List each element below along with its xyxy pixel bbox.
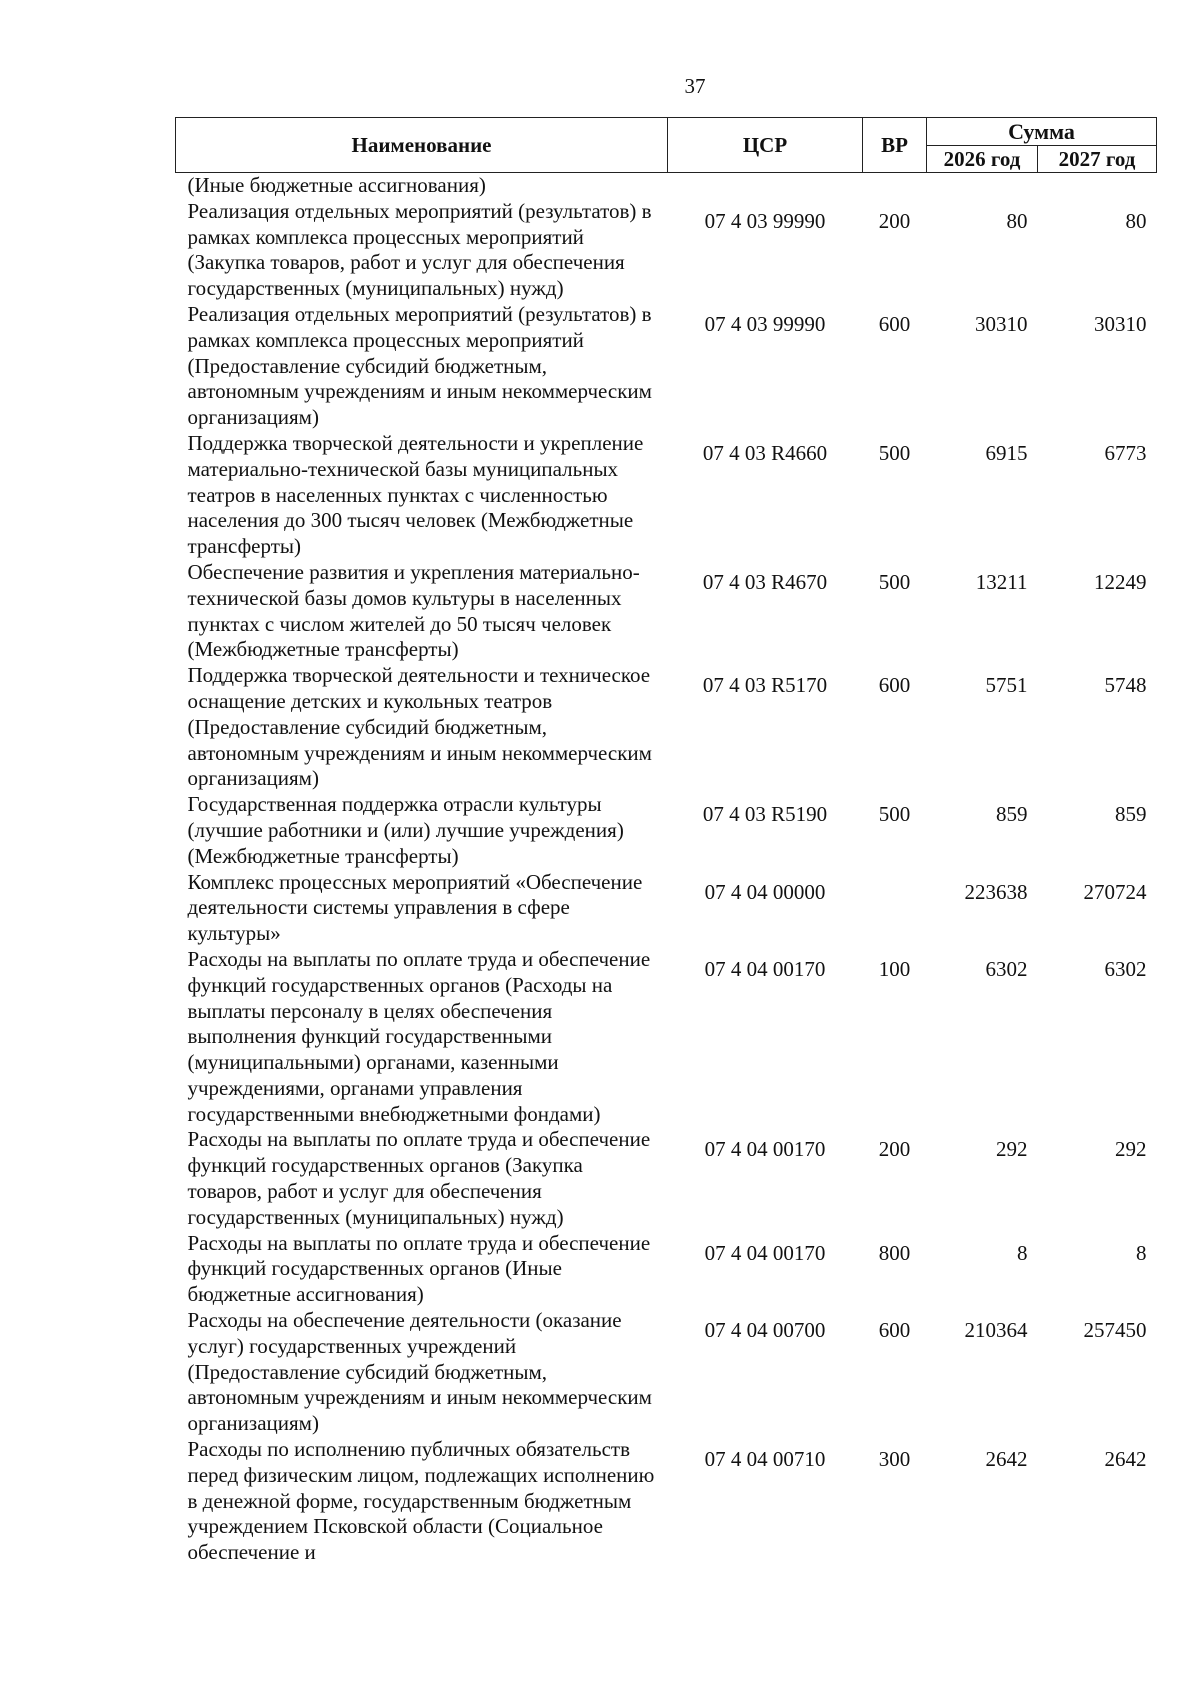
row-amount-2027: 6773 (1104, 440, 1147, 465)
row-amount-2026: 292 (996, 1137, 1028, 1162)
table-row (176, 663, 1157, 792)
row-name: Расходы на обеспечение деятельности (оказание услуг) государственных учреждений (Предоставление субсидий бюджетным, автономным учреждениям и иным некоммерческим организациям) (187, 1308, 652, 1436)
row-amount-2026: 2642 (985, 1447, 1028, 1472)
row-amount-2027: 292 (1115, 1137, 1147, 1162)
row-amount-2027: 270724 (1083, 879, 1147, 904)
row-vr: 200 (878, 208, 911, 233)
row-name: Реализация отдельных мероприятий (результатов) в рамках комплекса процессных мероприятий (Закупка товаров, работ и услуг для обеспечения государственных (муниципальных) нужд) (187, 198, 652, 301)
row-csr: 07 4 03 R4660 (702, 440, 828, 465)
row-csr: 07 4 03 99990 (704, 208, 826, 233)
row-csr: 07 4 04 00700 (704, 1318, 826, 1343)
table-row (176, 792, 1157, 869)
table-row (176, 870, 1157, 947)
row-amount-2027: 30310 (1094, 311, 1147, 336)
table-body (176, 173, 1157, 1567)
row-amount-2027: 859 (1115, 802, 1147, 827)
row-csr: 07 4 04 00710 (704, 1447, 826, 1472)
continued-row (176, 173, 1157, 199)
row-csr: 07 4 04 00170 (704, 956, 826, 981)
row-amount-2026: 80 (1006, 208, 1028, 233)
row-vr: 100 (878, 956, 911, 981)
row-name: Расходы на выплаты по оплате труда и обеспечение функций государственных органов (Иные бюджетные ассигнования) (187, 1230, 651, 1307)
row-csr: 07 4 03 R5190 (702, 802, 828, 827)
row-amount-2026: 859 (996, 802, 1028, 827)
header-csr: ЦСР (668, 118, 863, 173)
row-amount-2026: 6915 (985, 440, 1028, 465)
row-amount-2027: 257450 (1083, 1318, 1147, 1343)
row-csr: 07 4 03 99990 (704, 311, 826, 336)
row-amount-2027: 5748 (1104, 673, 1147, 698)
table-row (176, 1437, 1157, 1566)
table-row (176, 1231, 1157, 1308)
row-amount-2027: 8 (1136, 1240, 1147, 1265)
row-name: Поддержка творческой деятельности и укрепление материально-технической базы муниципальных театров в населенных пунктах с численностью населения до 300 тысяч человек (Межбюджетные трансферты) (187, 430, 644, 559)
row-amount-2026: 223638 (964, 879, 1028, 904)
row-name: Государственная поддержка отрасли культуры (лучшие работники и (или) лучшие учреждения) (Межбюджетные трансферты) (187, 792, 624, 868)
row-vr: 600 (878, 673, 911, 698)
row-vr: 600 (878, 311, 911, 336)
row-csr: 07 4 04 00170 (704, 1240, 826, 1265)
header-year-2027: 2027 год (1038, 146, 1157, 173)
row-name: Реализация отдельных мероприятий (результатов) в рамках комплекса процессных мероприятий (Предоставление субсидий бюджетным, автономным учреждениям и иным некоммерческим организациям) (187, 301, 652, 430)
budget-table (175, 117, 1157, 1566)
header-sum: Сумма (927, 118, 1157, 146)
row-amount-2027: 6302 (1104, 956, 1147, 981)
row-vr: 600 (878, 1318, 911, 1343)
page-number: 37 (684, 74, 706, 98)
row-name: Обеспечение развития и укрепления материально-технической базы домов культуры в населенных пунктах с числом жителей до 50 тысяч человек (Межбюджетные трансферты) (187, 559, 640, 662)
table-row (176, 302, 1157, 431)
table-row (176, 199, 1157, 302)
table-row (176, 560, 1157, 663)
row-vr: 200 (878, 1137, 911, 1162)
table-row (176, 431, 1157, 560)
row-vr: 300 (878, 1447, 911, 1472)
row-vr: 500 (878, 802, 911, 827)
table-header (176, 118, 1157, 173)
row-vr (863, 870, 927, 947)
row-csr: 07 4 04 00170 (704, 1137, 826, 1162)
row-vr: 500 (878, 569, 911, 594)
row-amount-2027: 2642 (1104, 1447, 1147, 1472)
row-vr: 800 (878, 1240, 911, 1265)
header-vr: ВР (863, 118, 927, 173)
row-amount-2026: 210364 (964, 1318, 1028, 1343)
table-row (176, 1308, 1157, 1437)
row-amount-2026: 8 (1017, 1240, 1028, 1265)
header-year-2026: 2026 год (927, 146, 1038, 173)
row-amount-2026: 13211 (975, 569, 1028, 594)
row-amount-2026: 5751 (985, 673, 1028, 698)
header-name: Наименование (176, 118, 668, 173)
row-amount-2027: 12249 (1094, 569, 1147, 594)
row-csr: 07 4 04 00000 (704, 879, 826, 904)
row-name: Расходы по исполнению публичных обязательств перед физическим лицом, подлежащих исполнению в денежной форме, государственным бюджетным учреждением Псковской области (Социальное обеспечение и (187, 1437, 655, 1565)
row-vr: 500 (878, 440, 911, 465)
row-amount-2026: 30310 (975, 311, 1028, 336)
row-csr: 07 4 03 R4670 (702, 569, 828, 594)
table-row (176, 947, 1157, 1128)
table-row (176, 1127, 1157, 1230)
row-csr: 07 4 03 R5170 (702, 673, 828, 698)
row-name: Расходы на выплаты по оплате труда и обеспечение функций государственных органов (Расходы на выплаты персоналу в целях обеспечения выполнения функций государственными (муниципальными) органами, казенными учреждениями, органами управления государственными внебюджетными фондами) (187, 946, 651, 1126)
continued-text: (Иные бюджетные ассигнования) (187, 173, 486, 197)
row-name: Поддержка творческой деятельности и техническое оснащение детских и кукольных театров (Предоставление субсидий бюджетным, автономным учреждениям и иным некоммерческим организациям) (187, 663, 652, 791)
row-amount-2026: 6302 (985, 956, 1028, 981)
row-name: Расходы на выплаты по оплате труда и обеспечение функций государственных органов (Закупка товаров, работ и услуг для обеспечения государственных (муниципальных) нужд) (187, 1127, 651, 1229)
row-amount-2027: 80 (1125, 208, 1147, 233)
row-name: Комплекс процессных мероприятий «Обеспечение деятельности системы управления в сфере культуры» (187, 869, 643, 946)
